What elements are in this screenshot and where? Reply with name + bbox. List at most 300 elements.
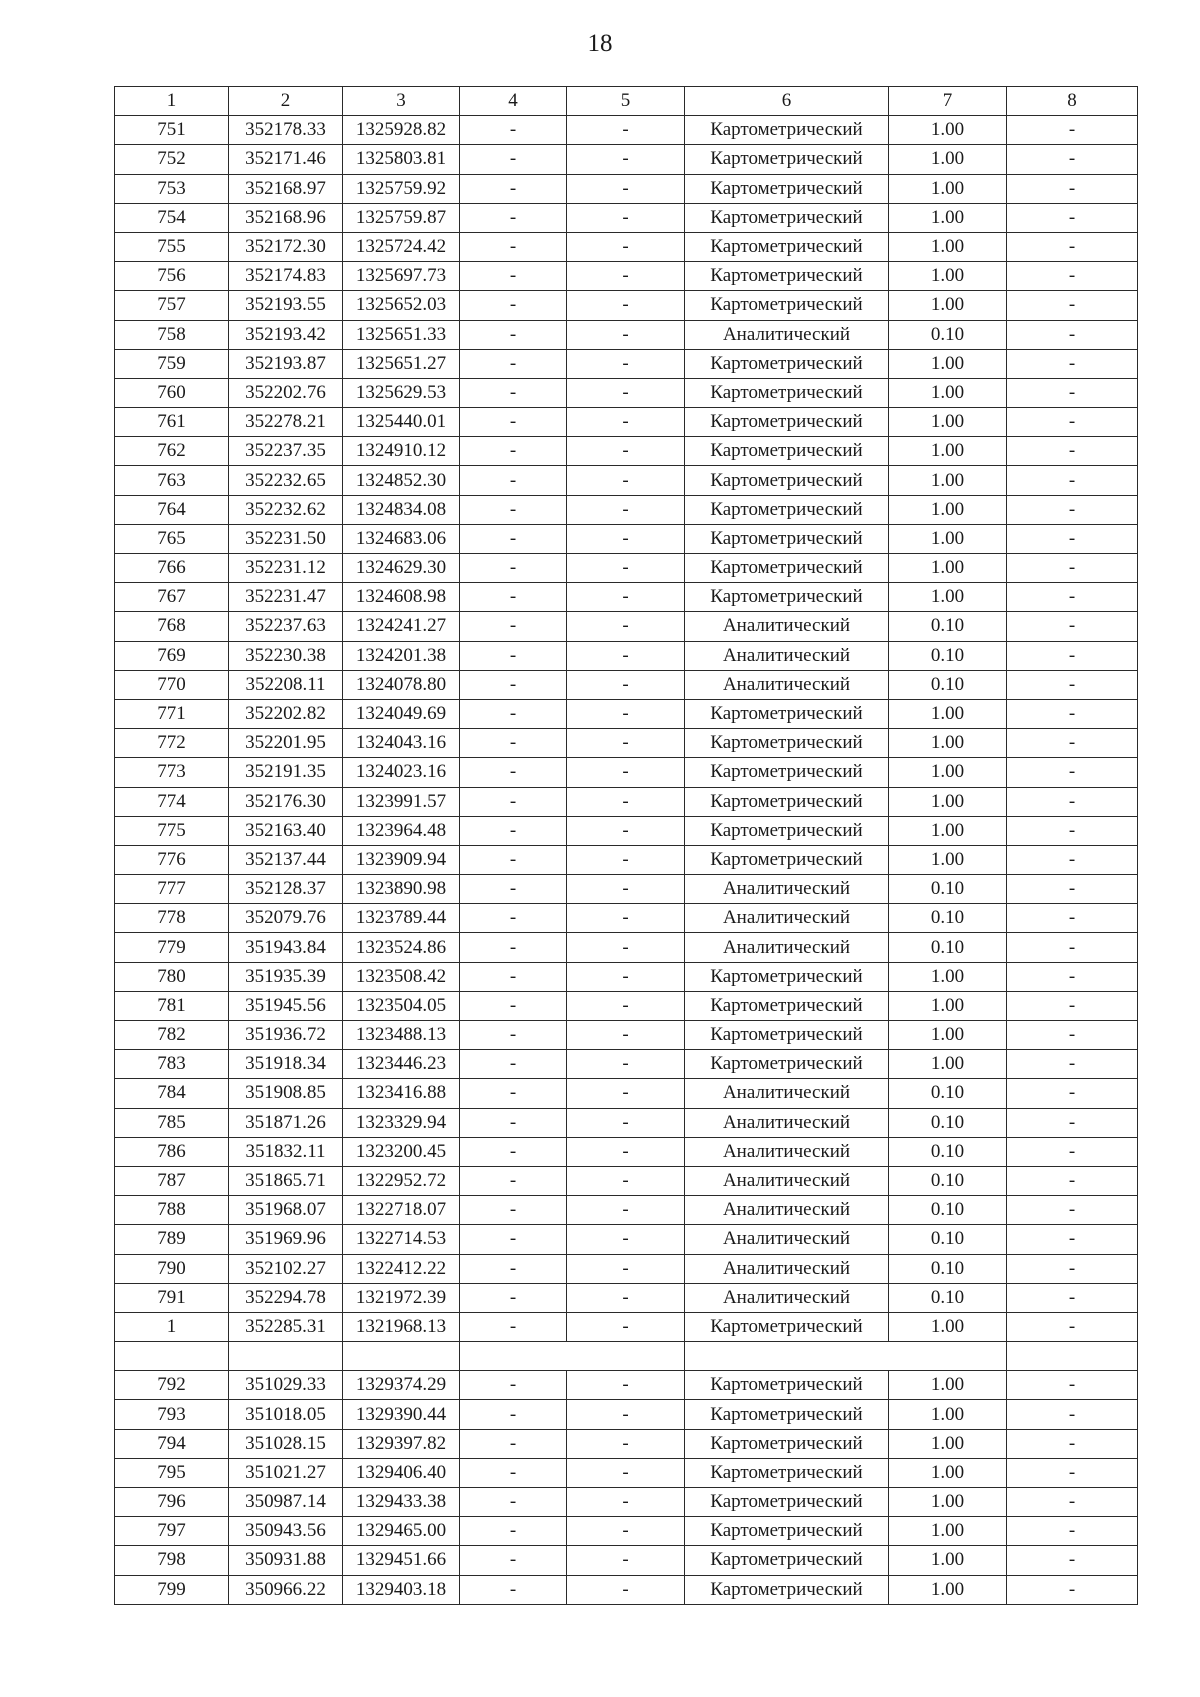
table-cell-col-1: 779: [115, 933, 229, 962]
table-cell-col-4: -: [460, 933, 567, 962]
table-cell-col-7: 1.00: [889, 787, 1007, 816]
table-cell-col-2: 352174.83: [229, 262, 343, 291]
table-cell-col-2: 352230.38: [229, 641, 343, 670]
table-cell-col-1: 754: [115, 203, 229, 232]
table-cell-col-7: 1.00: [889, 845, 1007, 874]
table-cell-col-3: 1321968.13: [343, 1312, 460, 1341]
table-cell-col-6: Картометрический: [685, 203, 889, 232]
table-cell-col-4: -: [460, 203, 567, 232]
table-cell-col-4: -: [460, 1575, 567, 1604]
table-cell-col-7: 0.10: [889, 641, 1007, 670]
table-cell-col-3: 1323504.05: [343, 991, 460, 1020]
table-cell-col-6: Картометрический: [685, 962, 889, 991]
table-cell-col-2: 351018.05: [229, 1400, 343, 1429]
table-cell-col-4: -: [460, 554, 567, 583]
table-cell-col-2: 352168.96: [229, 203, 343, 232]
table-row: [115, 1166, 1138, 1195]
table-cell-col-6: Картометрический: [685, 699, 889, 728]
table-cell-col-8: -: [1007, 1429, 1138, 1458]
table-cell-col-7: 1.00: [889, 1312, 1007, 1341]
table-cell-col-7: 0.10: [889, 875, 1007, 904]
table-cell-col-1: 788: [115, 1196, 229, 1225]
table-cell-col-4: -: [460, 262, 567, 291]
table-cell-col-1: 763: [115, 466, 229, 495]
table-cell-col-1: 770: [115, 670, 229, 699]
table-cell-col-4: -: [460, 1225, 567, 1254]
table-cell-col-2: 352278.21: [229, 408, 343, 437]
table-cell-col-8: -: [1007, 904, 1138, 933]
table-cell-col-6: Картометрический: [685, 262, 889, 291]
table-cell-col-7: 0.10: [889, 1254, 1007, 1283]
table-cell-col-7: 0.10: [889, 1108, 1007, 1137]
table-cell-col-1: 772: [115, 729, 229, 758]
table-cell-col-1: 792: [115, 1371, 229, 1400]
table-cell-col-7: 1.00: [889, 1488, 1007, 1517]
table-cell-col-3: 1329451.66: [343, 1546, 460, 1575]
table-cell-col-8: -: [1007, 174, 1138, 203]
table-cell-col-3: 1329390.44: [343, 1400, 460, 1429]
table-row: [115, 145, 1138, 174]
table-cell-col-5: -: [567, 1517, 685, 1546]
table-cell-col-2: 352231.12: [229, 554, 343, 583]
table-cell-col-4: -: [460, 174, 567, 203]
table-cell-col-7: 7: [889, 87, 1007, 116]
table-cell-col-3: 1324683.06: [343, 524, 460, 553]
table-cell-col-8: -: [1007, 1108, 1138, 1137]
table-cell-col-3: 1323524.86: [343, 933, 460, 962]
table-cell-col-5: -: [567, 1575, 685, 1604]
table-cell-col-6: Аналитический: [685, 1225, 889, 1254]
table-cell-col-3: 1324852.30: [343, 466, 460, 495]
table-cell-col-5: -: [567, 583, 685, 612]
table-cell-col-6: Картометрический: [685, 1312, 889, 1341]
table-cell-col-8: -: [1007, 1283, 1138, 1312]
table-cell-col-2: 352237.63: [229, 612, 343, 641]
table-header-row: [115, 87, 1138, 116]
table-cell-col-2: 2: [229, 87, 343, 116]
table-cell-col-6: 6: [685, 87, 889, 116]
table-cell-col-6: Картометрический: [685, 991, 889, 1020]
table-cell-col-5: -: [567, 145, 685, 174]
table-cell-col-8: -: [1007, 554, 1138, 583]
table-cell-col-4: -: [460, 612, 567, 641]
table-cell-col-3: 1329433.38: [343, 1488, 460, 1517]
table-cell-col-6: Аналитический: [685, 1108, 889, 1137]
table-cell-col-1: 764: [115, 495, 229, 524]
table-cell-col-5: -: [567, 408, 685, 437]
table-row: [115, 583, 1138, 612]
table-cell-col-2: 352201.95: [229, 729, 343, 758]
table-cell-col-1: 759: [115, 349, 229, 378]
table-cell-col-3: 1323909.94: [343, 845, 460, 874]
table-row: [115, 349, 1138, 378]
table-row: [115, 1254, 1138, 1283]
table-cell-col-1: 761: [115, 408, 229, 437]
separator-cell: [229, 1342, 343, 1371]
table-cell-col-1: 791: [115, 1283, 229, 1312]
table-cell-col-4: -: [460, 1371, 567, 1400]
table-cell-col-7: 1.00: [889, 203, 1007, 232]
table-cell-col-5: -: [567, 495, 685, 524]
table-cell-col-1: 766: [115, 554, 229, 583]
table-cell-col-2: 352285.31: [229, 1312, 343, 1341]
table-cell-col-8: -: [1007, 1400, 1138, 1429]
table-cell-col-8: -: [1007, 758, 1138, 787]
table-cell-col-4: -: [460, 1312, 567, 1341]
table-cell-col-6: Аналитический: [685, 320, 889, 349]
table-cell-col-4: -: [460, 991, 567, 1020]
table-cell-col-7: 1.00: [889, 991, 1007, 1020]
table-cell-col-1: 794: [115, 1429, 229, 1458]
table-cell-col-7: 1.00: [889, 232, 1007, 261]
table-row: [115, 1283, 1138, 1312]
table-cell-col-2: 352137.44: [229, 845, 343, 874]
table-cell-col-5: -: [567, 232, 685, 261]
table-cell-col-7: 0.10: [889, 320, 1007, 349]
table-cell-col-6: Аналитический: [685, 933, 889, 962]
table-row: [115, 466, 1138, 495]
table-cell-col-3: 1325759.87: [343, 203, 460, 232]
table-cell-col-7: 1.00: [889, 1050, 1007, 1079]
table-cell-col-3: 1325803.81: [343, 145, 460, 174]
table-cell-col-6: Аналитический: [685, 875, 889, 904]
table-cell-col-6: Картометрический: [685, 583, 889, 612]
table-cell-col-6: Картометрический: [685, 1575, 889, 1604]
table-cell-col-3: 1329465.00: [343, 1517, 460, 1546]
table-cell-col-5: -: [567, 1254, 685, 1283]
table-cell-col-8: -: [1007, 116, 1138, 145]
table-cell-col-5: -: [567, 1458, 685, 1487]
table-cell-col-1: 1: [115, 1312, 229, 1341]
table-cell-col-8: -: [1007, 232, 1138, 261]
table-cell-col-3: 1325724.42: [343, 232, 460, 261]
table-cell-col-4: -: [460, 875, 567, 904]
table-cell-col-1: 1: [115, 87, 229, 116]
table-row: [115, 1517, 1138, 1546]
table-cell-col-3: 3: [343, 87, 460, 116]
table-cell-col-2: 352171.46: [229, 145, 343, 174]
table-cell-col-3: 1323200.45: [343, 1137, 460, 1166]
table-cell-col-5: -: [567, 524, 685, 553]
table-cell-col-3: 1323416.88: [343, 1079, 460, 1108]
table-cell-col-8: -: [1007, 787, 1138, 816]
table-cell-col-5: -: [567, 1166, 685, 1195]
table-cell-col-2: 351935.39: [229, 962, 343, 991]
table-cell-col-5: -: [567, 349, 685, 378]
table-cell-col-1: 795: [115, 1458, 229, 1487]
table-row: [115, 758, 1138, 787]
table-cell-col-5: -: [567, 1371, 685, 1400]
table-cell-col-7: 1.00: [889, 145, 1007, 174]
table-cell-col-4: -: [460, 1400, 567, 1429]
separator-cell: [343, 1342, 460, 1371]
table-cell-col-1: 781: [115, 991, 229, 1020]
table-cell-col-6: Аналитический: [685, 670, 889, 699]
table-cell-col-4: -: [460, 583, 567, 612]
table-row: [115, 1050, 1138, 1079]
table-cell-col-7: 1.00: [889, 699, 1007, 728]
table-cell-col-3: 1324201.38: [343, 641, 460, 670]
table-cell-col-8: -: [1007, 1254, 1138, 1283]
table-cell-col-6: Картометрический: [685, 1050, 889, 1079]
table-cell-col-2: 351945.56: [229, 991, 343, 1020]
table-cell-col-5: -: [567, 262, 685, 291]
table-cell-col-5: -: [567, 904, 685, 933]
table-cell-col-7: 1.00: [889, 408, 1007, 437]
table-row: [115, 816, 1138, 845]
table-cell-col-8: -: [1007, 437, 1138, 466]
table-cell-col-6: Картометрический: [685, 845, 889, 874]
table-row: [115, 904, 1138, 933]
table-cell-col-7: 0.10: [889, 1166, 1007, 1195]
table-cell-col-2: 352232.65: [229, 466, 343, 495]
table-cell-col-8: -: [1007, 1517, 1138, 1546]
table-row: [115, 203, 1138, 232]
table-cell-col-4: -: [460, 1458, 567, 1487]
table-cell-col-5: -: [567, 962, 685, 991]
table-cell-col-2: 351028.15: [229, 1429, 343, 1458]
table-row: [115, 262, 1138, 291]
table-cell-col-8: -: [1007, 729, 1138, 758]
table-cell-col-2: 350931.88: [229, 1546, 343, 1575]
table-cell-col-5: -: [567, 1283, 685, 1312]
table-cell-col-8: -: [1007, 495, 1138, 524]
table-cell-col-2: 352193.42: [229, 320, 343, 349]
table-cell-col-8: -: [1007, 1166, 1138, 1195]
table-cell-col-3: 1325629.53: [343, 378, 460, 407]
table-cell-col-6: Картометрический: [685, 495, 889, 524]
table-cell-col-1: 755: [115, 232, 229, 261]
table-cell-col-1: 774: [115, 787, 229, 816]
table-cell-col-6: Аналитический: [685, 1166, 889, 1195]
table-cell-col-7: 1.00: [889, 1021, 1007, 1050]
table-cell-col-8: -: [1007, 349, 1138, 378]
table-cell-col-2: 351943.84: [229, 933, 343, 962]
table-cell-col-3: 1324078.80: [343, 670, 460, 699]
table-row: [115, 845, 1138, 874]
table-cell-col-5: -: [567, 320, 685, 349]
table-row: [115, 991, 1138, 1020]
table-cell-col-3: 1324629.30: [343, 554, 460, 583]
table-cell-col-5: -: [567, 174, 685, 203]
table-cell-col-6: Картометрический: [685, 349, 889, 378]
table-cell-col-6: Картометрический: [685, 116, 889, 145]
table-cell-col-6: Картометрический: [685, 1546, 889, 1575]
table-cell-col-2: 352193.87: [229, 349, 343, 378]
table-cell-col-3: 1323508.42: [343, 962, 460, 991]
table-cell-col-3: 1321972.39: [343, 1283, 460, 1312]
table-cell-col-8: -: [1007, 1137, 1138, 1166]
table-cell-col-4: -: [460, 1517, 567, 1546]
table-cell-col-3: 1323446.23: [343, 1050, 460, 1079]
table-cell-col-4: -: [460, 466, 567, 495]
table-cell-col-6: Картометрический: [685, 1488, 889, 1517]
table-cell-col-3: 1325440.01: [343, 408, 460, 437]
table-cell-col-7: 1.00: [889, 349, 1007, 378]
table-cell-col-6: Картометрический: [685, 1458, 889, 1487]
table-row: [115, 933, 1138, 962]
table-cell-col-4: -: [460, 845, 567, 874]
table-row: [115, 116, 1138, 145]
table-cell-col-2: 351908.85: [229, 1079, 343, 1108]
table-cell-col-6: Картометрический: [685, 1429, 889, 1458]
table-cell-col-2: 352294.78: [229, 1283, 343, 1312]
table-row: [115, 1312, 1138, 1341]
table-cell-col-4: -: [460, 1429, 567, 1458]
table-cell-col-4: -: [460, 437, 567, 466]
group-separator-row: [115, 1342, 1138, 1371]
table-cell-col-5: -: [567, 1108, 685, 1137]
table-cell-col-5: -: [567, 699, 685, 728]
table-cell-col-6: Картометрический: [685, 554, 889, 583]
table-cell-col-8: -: [1007, 1371, 1138, 1400]
table-cell-col-5: -: [567, 875, 685, 904]
table-cell-col-8: -: [1007, 641, 1138, 670]
table-row: [115, 1079, 1138, 1108]
page-number: 18: [587, 30, 613, 57]
table-cell-col-1: 767: [115, 583, 229, 612]
table-cell-col-3: 1329374.29: [343, 1371, 460, 1400]
table-cell-col-6: Картометрический: [685, 174, 889, 203]
table-cell-col-6: Аналитический: [685, 1196, 889, 1225]
table-cell-col-4: -: [460, 1108, 567, 1137]
table-cell-col-5: -: [567, 1021, 685, 1050]
table-row: [115, 1575, 1138, 1604]
table-row: [115, 670, 1138, 699]
table-cell-col-7: 0.10: [889, 1225, 1007, 1254]
table-cell-col-4: -: [460, 1166, 567, 1195]
table-cell-col-2: 351918.34: [229, 1050, 343, 1079]
table-cell-col-1: 769: [115, 641, 229, 670]
table-cell-col-4: -: [460, 816, 567, 845]
table-cell-col-8: -: [1007, 875, 1138, 904]
table-cell-col-7: 1.00: [889, 1400, 1007, 1429]
table-cell-col-3: 1324608.98: [343, 583, 460, 612]
table-cell-col-4: -: [460, 1050, 567, 1079]
table-cell-col-4: -: [460, 758, 567, 787]
table-cell-col-7: 1.00: [889, 1371, 1007, 1400]
table-cell-col-5: -: [567, 991, 685, 1020]
table-cell-col-8: -: [1007, 962, 1138, 991]
table-cell-col-2: 352231.47: [229, 583, 343, 612]
table-cell-col-6: Аналитический: [685, 904, 889, 933]
table-cell-col-8: -: [1007, 1546, 1138, 1575]
table-row: [115, 1137, 1138, 1166]
table-row: [115, 1400, 1138, 1429]
table-cell-col-6: Аналитический: [685, 1254, 889, 1283]
table-cell-col-2: 350943.56: [229, 1517, 343, 1546]
table-cell-col-8: -: [1007, 670, 1138, 699]
table-cell-col-5: -: [567, 1225, 685, 1254]
table-cell-col-2: 352163.40: [229, 816, 343, 845]
table-row: [115, 729, 1138, 758]
table-cell-col-7: 0.10: [889, 1137, 1007, 1166]
table-cell-col-4: -: [460, 1137, 567, 1166]
table-cell-col-1: 783: [115, 1050, 229, 1079]
table-cell-col-5: -: [567, 554, 685, 583]
table-cell-col-3: 1329406.40: [343, 1458, 460, 1487]
table-cell-col-4: -: [460, 1196, 567, 1225]
table-cell-col-4: -: [460, 378, 567, 407]
table-cell-col-8: -: [1007, 699, 1138, 728]
table-cell-col-6: Картометрический: [685, 466, 889, 495]
table-cell-col-5: -: [567, 1312, 685, 1341]
table-row: [115, 495, 1138, 524]
table-cell-col-4: -: [460, 349, 567, 378]
table-cell-col-8: -: [1007, 1488, 1138, 1517]
table-cell-col-8: -: [1007, 991, 1138, 1020]
table-cell-col-7: 1.00: [889, 1458, 1007, 1487]
table-cell-col-6: Аналитический: [685, 641, 889, 670]
table-cell-col-5: -: [567, 1079, 685, 1108]
separator-cell: [1007, 1342, 1138, 1371]
table-cell-col-1: 757: [115, 291, 229, 320]
table-cell-col-5: -: [567, 933, 685, 962]
table-cell-col-3: 1324023.16: [343, 758, 460, 787]
table-cell-col-7: 1.00: [889, 1429, 1007, 1458]
table-cell-col-3: 1323488.13: [343, 1021, 460, 1050]
table-cell-col-5: -: [567, 291, 685, 320]
table-cell-col-4: -: [460, 962, 567, 991]
table-cell-col-2: 352193.55: [229, 291, 343, 320]
table-cell-col-6: Картометрический: [685, 1371, 889, 1400]
table-cell-col-1: 786: [115, 1137, 229, 1166]
table-cell-col-2: 351865.71: [229, 1166, 343, 1195]
table-cell-col-8: -: [1007, 1312, 1138, 1341]
table-cell-col-7: 1.00: [889, 554, 1007, 583]
table-cell-col-4: -: [460, 1079, 567, 1108]
table-cell-col-1: 776: [115, 845, 229, 874]
table-cell-col-7: 1.00: [889, 378, 1007, 407]
table-cell-col-3: 1329397.82: [343, 1429, 460, 1458]
table-row: [115, 787, 1138, 816]
table-cell-col-5: -: [567, 787, 685, 816]
table-cell-col-2: 352231.50: [229, 524, 343, 553]
table-cell-col-2: 351936.72: [229, 1021, 343, 1050]
table-cell-col-1: 790: [115, 1254, 229, 1283]
table-cell-col-4: -: [460, 670, 567, 699]
table-cell-col-8: 8: [1007, 87, 1138, 116]
table-cell-col-2: 352102.27: [229, 1254, 343, 1283]
table-cell-col-4: -: [460, 116, 567, 145]
table-cell-col-6: Картометрический: [685, 524, 889, 553]
table-cell-col-5: -: [567, 1050, 685, 1079]
table-cell-col-7: 1.00: [889, 583, 1007, 612]
table-cell-col-5: -: [567, 466, 685, 495]
table-row: [115, 174, 1138, 203]
table-cell-col-1: 785: [115, 1108, 229, 1137]
table-cell-col-4: -: [460, 729, 567, 758]
table-cell-col-2: 352237.35: [229, 437, 343, 466]
table-cell-col-2: 351029.33: [229, 1371, 343, 1400]
table-row: [115, 378, 1138, 407]
table-row: [115, 1546, 1138, 1575]
table-cell-col-8: -: [1007, 933, 1138, 962]
table-cell-col-4: -: [460, 145, 567, 174]
table-cell-col-6: Картометрический: [685, 437, 889, 466]
table-cell-col-7: 1.00: [889, 1546, 1007, 1575]
table-row: [115, 291, 1138, 320]
table-cell-col-7: 0.10: [889, 612, 1007, 641]
table-cell-col-5: -: [567, 1546, 685, 1575]
table-cell-col-7: 1.00: [889, 729, 1007, 758]
table-cell-col-3: 1324910.12: [343, 437, 460, 466]
table-cell-col-3: 1325652.03: [343, 291, 460, 320]
table-cell-col-1: 789: [115, 1225, 229, 1254]
table-cell-col-5: -: [567, 729, 685, 758]
table-cell-col-8: -: [1007, 145, 1138, 174]
table-cell-col-5: -: [567, 1137, 685, 1166]
